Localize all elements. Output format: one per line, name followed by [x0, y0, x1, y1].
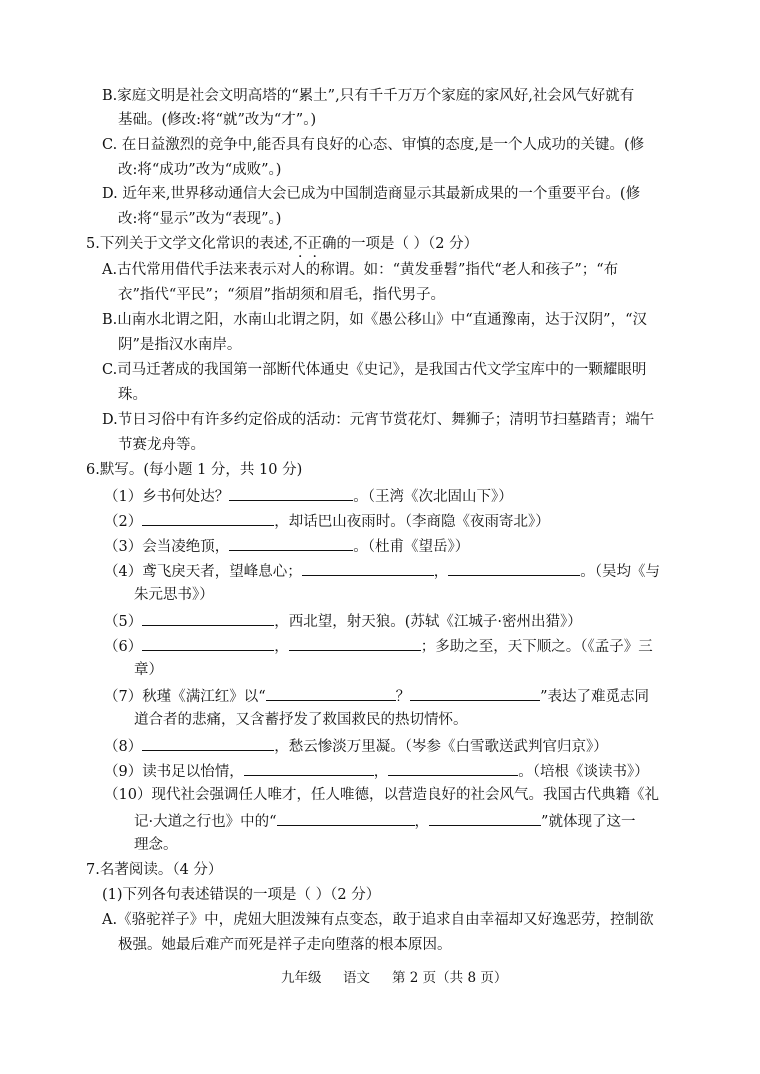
q6-item-8 — [104, 735, 608, 757]
answer-blank[interactable] — [229, 535, 353, 551]
q6-item-9-source: 。（培根《谈读书》） — [518, 764, 649, 780]
q6-item-2-num: （2） — [104, 514, 143, 530]
q5-option-b-line2: 阴”是指汉水南岸。 — [118, 337, 242, 353]
q5-option-a-line1: A.古代常用借代手法来表示对人的称谓。如：“黄发垂髫”指代“老人和孩子”；“布 — [102, 262, 619, 278]
q6-item-4-source: 。（吴均《与 — [580, 564, 660, 580]
q6-item-4-comma: ， — [433, 564, 449, 580]
q6-item-7-tail: ”表达了难觅志同 — [540, 689, 650, 705]
q4-option-c-line1: C. 在日益激烈的竞争中,能否具有良好的心态、审慎的态度,是一个人成功的关键。(修 — [102, 137, 645, 153]
q5-option-a-line2: 衣”指代“平民”；“须眉”指胡须和眉毛，指代男子。 — [118, 287, 446, 303]
q6-item-8-num: （8） — [104, 739, 143, 755]
q6-item-9-text: （9）读书足以怡情， — [104, 764, 244, 780]
q5-option-c-line2: 珠。 — [118, 387, 147, 403]
answer-blank[interactable] — [142, 510, 274, 526]
q5-option-c-line1: C.司马迁著成的我国第一部断代体通史《史记》，是我国古代文学宝库中的一颗耀眼明 — [102, 362, 647, 378]
q4-option-b-line1: B.家庭文明是社会文明高塔的“累土”,只有千千万万个家庭的家风好,社会风气好就有 — [102, 88, 635, 104]
answer-blank[interactable] — [448, 560, 580, 576]
q6-title: 6.默写。(每小题 1 分，共 10 分) — [86, 462, 303, 478]
q6-item-6-text: ；多助之至，天下顺之。（《孟子》三 — [420, 639, 653, 655]
q6-item-4-line2: 朱元思书》） — [134, 587, 214, 603]
q5-option-d-line2: 节赛龙舟等。 — [118, 437, 205, 453]
q6-item-8-text: ，愁云惨淡万里凝。（岑参《白雪歌送武判官归京》） — [274, 739, 608, 755]
q7-sub-question-1: (1)下列各句表述错误的一项是（ ）（2 分） — [102, 887, 381, 903]
q7-title: 7.名著阅读。（4 分） — [86, 862, 223, 878]
answer-blank[interactable] — [229, 485, 353, 501]
q5-stem — [86, 234, 478, 254]
answer-blank[interactable] — [266, 685, 396, 701]
answer-blank[interactable] — [142, 735, 274, 751]
q6-item-7-line2: 道合者的悲痛，又含蓄抒发了救国救民的热切情怀。 — [134, 712, 468, 728]
q6-item-6-comma: ， — [274, 639, 289, 655]
q6-item-3-text: （3）会当凌绝顶， — [104, 539, 230, 555]
q6-item-1-text: （1）乡书何处达？ — [104, 489, 230, 505]
answer-blank[interactable] — [388, 760, 518, 776]
q6-item-6-line2: 章） — [134, 662, 163, 678]
q7-option-a-line2: 极强。她最后难产而死是祥子走向堕落的根本原因。 — [118, 937, 452, 953]
answer-blank[interactable] — [429, 810, 541, 826]
footer-subject: 语文 — [343, 970, 370, 986]
q5-option-b-line1: B.山南水北谓之阳，水南山北谓之阴，如《愚公移山》中“直通豫南，达于汉阴”，“汉 — [102, 312, 647, 328]
q5-stem-end: 确的一项是（ ）（2 分） — [321, 236, 479, 252]
answer-blank[interactable] — [244, 760, 374, 776]
q6-item-7-text: （7）秋瑾《满江红》以“ — [104, 689, 266, 705]
q5-stem-start: 5.下列关于文学文化常识的表述, — [86, 236, 293, 252]
q6-item-9 — [104, 760, 649, 782]
q4-option-d-line2: 改:将“显示”改为“表现”。) — [118, 211, 282, 227]
q6-item-6 — [104, 635, 653, 657]
q6-item-1-source: 。（王湾《次北固山下》） — [353, 489, 513, 505]
q6-item-7 — [104, 685, 649, 707]
q6-item-3-source: 。（杜甫《望岳》） — [353, 539, 470, 555]
q6-item-7-question-mark: ？ — [395, 689, 411, 705]
q6-item-10-line3: 理念。 — [134, 837, 178, 853]
footer-grade: 九年级 — [281, 970, 322, 986]
q6-item-10-line2 — [134, 810, 635, 832]
q6-item-4 — [104, 560, 660, 582]
q6-item-10: （10）现代社会强调任人唯才，任人唯德，以营造良好的社会风气。我国古代典籍《礼 — [104, 787, 659, 803]
q5-stem-emphasis-no: 不 — [292, 236, 308, 252]
q4-option-c-line2: 改:将“成功”改为“成败”。) — [118, 162, 282, 178]
q4-option-d-line1: D. 近年来,世界移动通信大会已成为中国制造商显示其最新成果的一个重要平台。(修 — [102, 186, 641, 202]
q6-item-2 — [104, 510, 550, 532]
answer-blank[interactable] — [410, 685, 540, 701]
answer-blank[interactable] — [142, 635, 274, 651]
q5-stem-emphasis-correct: 正 — [307, 236, 322, 252]
q6-item-6-num: （6） — [104, 639, 143, 655]
q6-item-10-text: 记·大道之行也》中的“ — [134, 814, 277, 830]
q6-item-5-num: （5） — [104, 614, 143, 630]
answer-blank[interactable] — [277, 810, 415, 826]
footer-page-number: 第 2 页（共 8 页） — [392, 970, 508, 986]
q6-item-5-text: ，西北望，射天狼。(苏轼《江城子·密州出猎》） — [274, 614, 582, 630]
q6-item-5 — [104, 610, 582, 632]
q7-option-a-line1: A.《骆驼祥子》中，虎妞大胆泼辣有点变态，敢于追求自由幸福却又好逸恶劳，控制欲 — [102, 912, 654, 928]
q6-item-1 — [104, 485, 513, 507]
q5-option-d-line1: D.节日习俗中有许多约定俗成的活动：元宵节赏花灯、舞狮子；清明节扫墓踏青；端午 — [102, 412, 655, 428]
q6-item-10-tail: ”就体现了这一 — [541, 814, 636, 830]
q4-option-b-line2: 基础。(修改:将“就”改为“才”。) — [118, 112, 317, 128]
q6-item-2-text: ，却话巴山夜雨时。（李商隐《夜雨寄北》） — [274, 514, 550, 530]
q6-item-4-text: （4）鸢飞戾天者，望峰息心； — [104, 564, 302, 580]
q6-item-3 — [104, 535, 469, 557]
answer-blank[interactable] — [142, 610, 274, 626]
answer-blank[interactable] — [302, 560, 434, 576]
answer-blank[interactable] — [289, 635, 421, 651]
q6-item-9-comma: ， — [373, 764, 389, 780]
q6-item-10-comma: ， — [414, 814, 430, 830]
